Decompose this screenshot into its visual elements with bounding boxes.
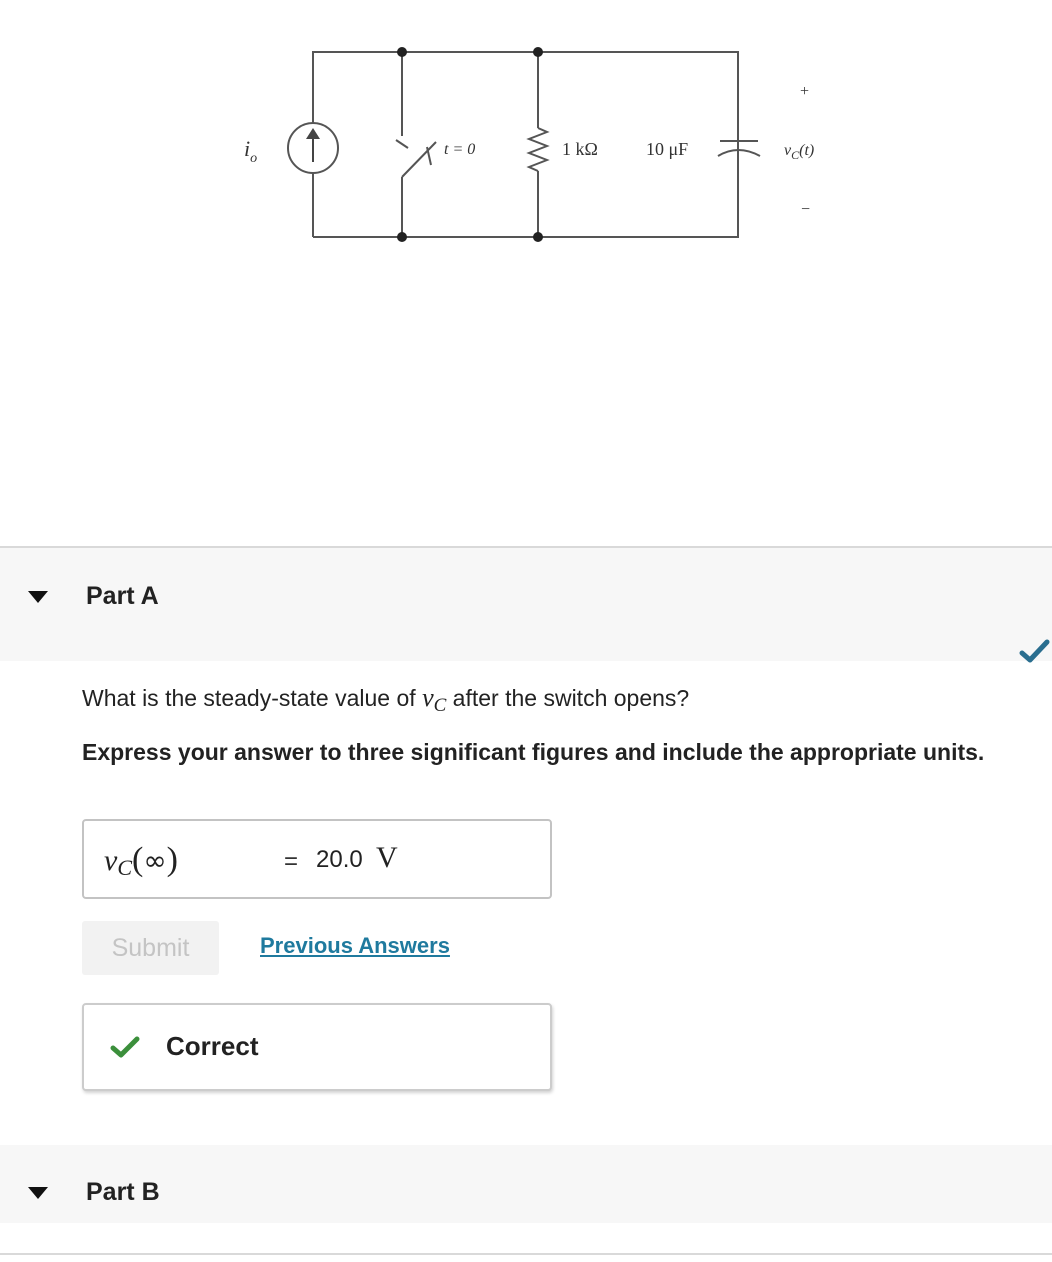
answer-unit: V [376,841,398,874]
feedback-box [82,1003,552,1091]
submit-button[interactable]: Submit [82,921,219,975]
capacitor-label: 10 μF [646,139,689,159]
source-label: $i_o$ [244,136,258,166]
node-dot [397,47,407,57]
part-a-title: Part A [86,582,159,610]
previous-answers-link[interactable]: Previous Answers [260,933,450,958]
part-b-header[interactable] [0,1145,1052,1223]
caret-down-icon[interactable] [28,1187,48,1199]
plus-sign: + [800,83,810,100]
instructions-text: Express your answer to three significant figures and include the appropriate units. [82,739,985,765]
circuit-figure [0,0,1052,547]
divider [0,1253,1052,1255]
circuit-diagram [0,0,1052,547]
part-a-header[interactable] [0,546,1052,661]
node-dot [533,232,543,242]
minus-sign: − [801,201,811,218]
answer-box [82,819,552,899]
part-b-title: Part B [86,1178,160,1206]
node-dot [533,47,543,57]
caret-down-icon[interactable] [28,591,48,603]
check-icon [110,1035,140,1059]
question-text: What is the steady-state value of $v_C$ after the switch opens? [82,683,690,716]
answer-label: vC(∞) [104,841,178,880]
switch-label: t = 0 [444,141,476,158]
equals-sign: = [284,848,299,875]
check-icon [1018,638,1050,666]
resistor-label: 1 kΩ [562,139,598,159]
voltage-label: $v_C(t)$ [784,142,815,162]
feedback-text: Correct [166,1031,259,1061]
answer-value: 20.0 [316,846,363,873]
node-dot [397,232,407,242]
